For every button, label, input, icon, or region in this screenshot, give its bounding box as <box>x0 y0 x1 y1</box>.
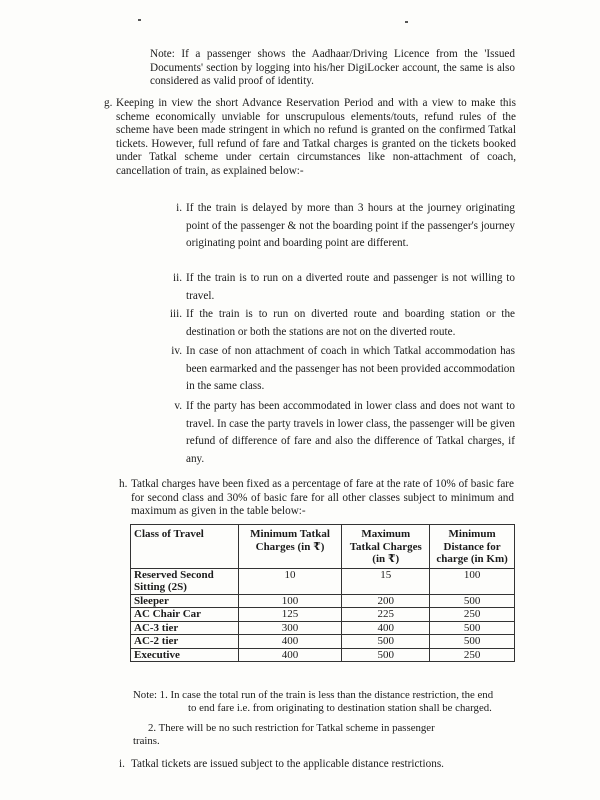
distance-cell: 500 <box>430 621 515 635</box>
min-charge-cell: 10 <box>238 568 342 594</box>
class-cell: Reserved Second Sitting (2S) <box>131 568 239 594</box>
table-row <box>131 621 515 635</box>
paragraph-label: g. <box>104 97 113 109</box>
paragraph-text: Keeping in view the short Advance Reservation Period and with a view to make this scheme economically unviable for unscrupulous elements/touts, refund rules of the scheme have been made stringent in which no refund is granted on the confirmed Tatkal tickets. However, full refund of fare and Tatkal charges is granted on the tickets booked under Tatkal scheme under certain circumstances like non-attachment of coach, cancellation of train, as explained below:- <box>116 97 516 177</box>
table-note-2 <box>133 722 516 749</box>
paragraph-label: h. <box>119 478 128 490</box>
refund-item <box>174 398 515 468</box>
paragraph-label: i. <box>119 758 125 770</box>
header-minimum-charges: Minimum Tatkal Charges (in ₹) <box>238 525 342 569</box>
refund-item <box>169 306 515 341</box>
refund-item <box>172 270 515 305</box>
table-row <box>131 635 515 649</box>
paragraph-text: Tatkal tickets are issued subject to the applicable distance restrictions. <box>131 758 444 770</box>
max-charge-cell: 15 <box>342 568 430 594</box>
scan-mark <box>138 19 141 21</box>
table-row <box>131 594 515 608</box>
paragraph-h <box>119 478 514 519</box>
header-minimum-distance: Minimum Distance for charge (in Km) <box>430 525 515 569</box>
item-text: If the party has been accommodated in lower class and does not want to travel. In case the party travels in lower class, the passenger will be given refund of difference of fare and also the difference of Tatkal charges, if any. <box>186 400 515 465</box>
table-note-2-line: trains. <box>133 735 160 748</box>
table-note-1 <box>133 689 518 716</box>
class-cell: Sleeper <box>131 594 239 608</box>
distance-cell: 500 <box>430 594 515 608</box>
class-cell: AC-3 tier <box>131 621 239 635</box>
min-charge-cell: 300 <box>238 621 342 635</box>
table-row <box>131 568 515 594</box>
item-text: If the train is to run on a diverted route and passenger is not willing to travel. <box>186 272 515 302</box>
scan-mark <box>405 21 408 23</box>
paragraph-text: Tatkal charges have been fixed as a percentage of fare at the rate of 10% of basic fare for second class and 30% of basic fare for all other classes subject to minimum and maximum as given in the table below:- <box>131 478 514 518</box>
max-charge-cell: 500 <box>342 648 430 662</box>
class-cell: Executive <box>131 648 239 662</box>
item-text: If the train is delayed by more than 3 hours at the journey originating point of the passenger & not the boarding point if the passenger's journey originating point and boarding point are different. <box>186 202 515 250</box>
tatkal-charges-table <box>130 524 515 662</box>
max-charge-cell: 400 <box>342 621 430 635</box>
item-number: iv. <box>171 345 182 357</box>
item-number: ii. <box>172 272 182 284</box>
table-header-row <box>131 525 515 569</box>
class-cell: AC-2 tier <box>131 635 239 649</box>
max-charge-cell: 200 <box>342 594 430 608</box>
item-number: v. <box>174 400 182 412</box>
class-cell: AC Chair Car <box>131 608 239 622</box>
min-charge-cell: 400 <box>238 648 342 662</box>
max-charge-cell: 225 <box>342 608 430 622</box>
header-maximum-charges: Maximum Tatkal Charges (in ₹) <box>342 525 430 569</box>
distance-cell: 250 <box>430 608 515 622</box>
min-charge-cell: 125 <box>238 608 342 622</box>
max-charge-cell: 500 <box>342 635 430 649</box>
min-charge-cell: 400 <box>238 635 342 649</box>
item-number: i. <box>176 202 182 214</box>
distance-cell: 500 <box>430 635 515 649</box>
distance-cell: 250 <box>430 648 515 662</box>
table-note-1-line: Note: 1. In case the total run of the train is less than the distance restriction, the end <box>133 689 494 701</box>
paragraph-i <box>119 758 511 772</box>
item-text: In case of non attachment of coach in which Tatkal accommodation has been earmarked and the passenger has not been provided accommodation in the same class. <box>186 345 515 393</box>
table-row <box>131 648 515 662</box>
min-charge-cell: 100 <box>238 594 342 608</box>
item-text: If the train is to run on diverted route and boarding station or the destination or both the stations are not on the diverted route. <box>186 308 515 338</box>
table-note-1-line: to end fare i.e. from originating to destination station shall be charged. <box>188 702 492 715</box>
paragraph-g <box>104 97 516 179</box>
table-note-2-line: 2. There will be no such restriction for Tatkal scheme in passenger <box>148 722 435 734</box>
header-class-of-travel: Class of Travel <box>131 525 239 569</box>
table-row <box>131 608 515 622</box>
identity-proof-note: Note: If a passenger shows the Aadhaar/Driving Licence from the 'Issued Documents' section by logging into his/her DigiLocker account, the same is also considered as valid proof of identity. <box>150 48 515 88</box>
refund-item <box>171 343 515 396</box>
refund-item <box>176 200 515 253</box>
item-number: iii. <box>169 308 182 320</box>
distance-cell: 100 <box>430 568 515 594</box>
